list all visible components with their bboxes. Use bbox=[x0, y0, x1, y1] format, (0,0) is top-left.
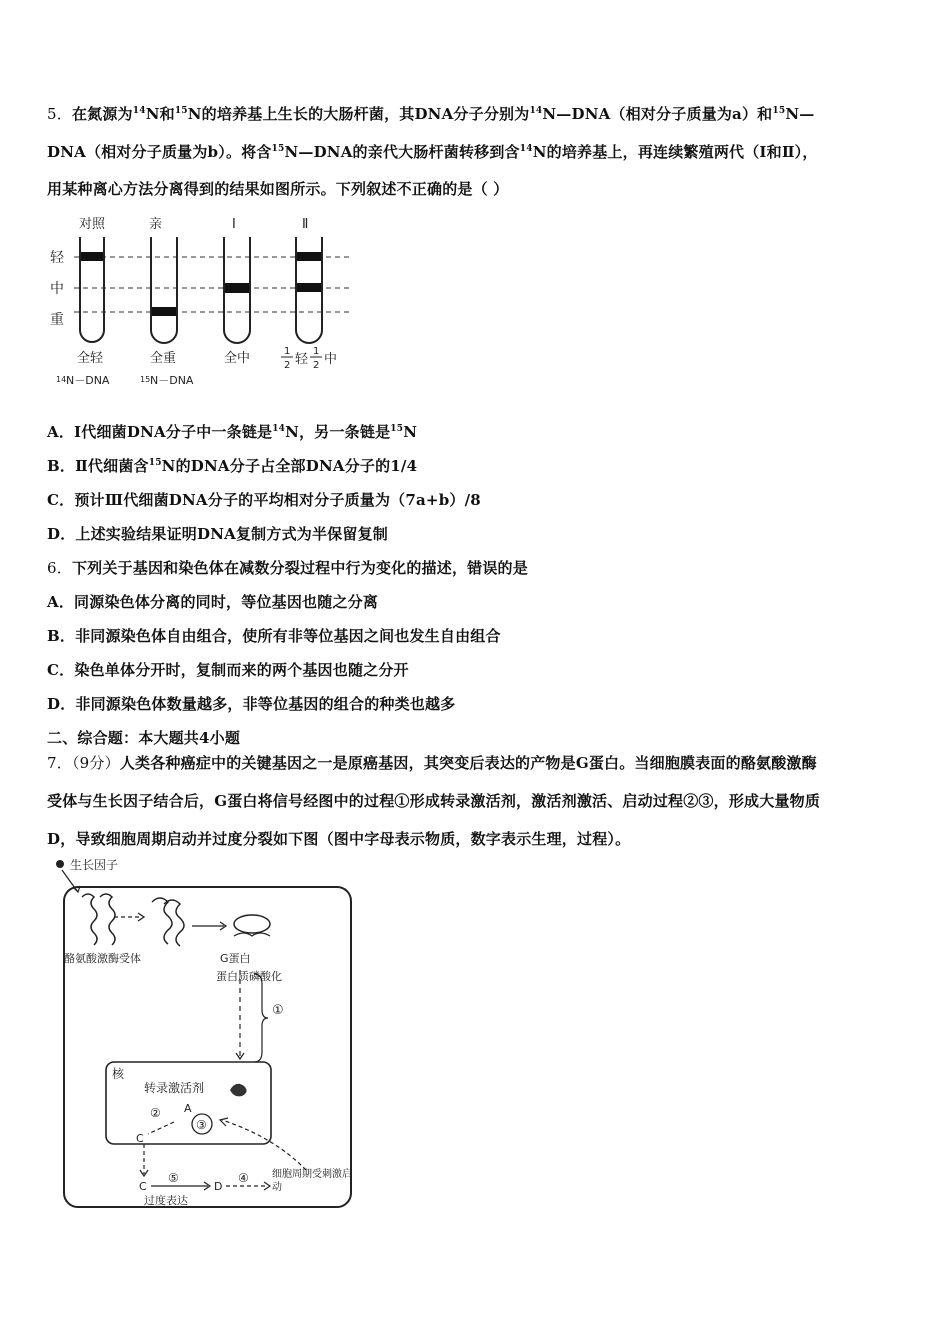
caption-gen1: 全中 bbox=[224, 351, 251, 366]
band-gen2-light bbox=[297, 252, 321, 261]
svg-text:中: 中 bbox=[324, 352, 338, 367]
label-a: A bbox=[184, 1102, 192, 1115]
centrifuge-figure bbox=[44, 210, 364, 388]
row-light: 轻 bbox=[50, 250, 64, 266]
tube-parent bbox=[151, 237, 177, 343]
q5-option-d: D．上述实验结果证明DNA复制方式为半保留复制 bbox=[47, 525, 388, 543]
cell-membrane bbox=[64, 887, 351, 1207]
q7-line-2: 受体与生长因子结合后，G蛋白将信号经图中的过程①形成转录激活剂，激活剂激活、启动过程②③，形成大量物质 bbox=[47, 792, 821, 810]
activator-icon bbox=[230, 1084, 247, 1097]
header-gen2: Ⅱ bbox=[302, 217, 309, 232]
step-1-label: ① bbox=[272, 1003, 284, 1018]
q6-stem: 6．下列关于基因和染色体在减数分裂过程中行为变化的描述，错误的是 bbox=[47, 559, 528, 577]
subcaption-14n: N－DNA bbox=[66, 374, 110, 387]
q5-line-3: 用某种离心方法分离得到的结果如图所示。下列叙述不正确的是（ ） bbox=[47, 180, 509, 198]
over-expression-label: 过度表达 bbox=[144, 1194, 188, 1207]
q6-option-a: A．同源染色体分离的同时，等位基因也随之分离 bbox=[47, 593, 379, 611]
activator-label: 转录激活剂 bbox=[144, 1081, 205, 1095]
growth-factor-dot bbox=[56, 860, 64, 868]
svg-text:2: 2 bbox=[284, 360, 291, 371]
svg-text:14: 14 bbox=[56, 375, 67, 384]
label-c: C bbox=[139, 1180, 147, 1193]
band-parent-heavy bbox=[152, 307, 176, 316]
step-5-label: ⑤ bbox=[168, 1171, 179, 1185]
svg-text:轻: 轻 bbox=[295, 352, 309, 367]
band-gen2-medium bbox=[297, 283, 321, 292]
caption-gen2 bbox=[281, 346, 337, 371]
q5-option-c: C．预计Ⅲ代细菌DNA分子的平均相对分子质量为（7a+b）/8 bbox=[47, 491, 481, 509]
header-parent: 亲 bbox=[149, 217, 163, 232]
step-3-label: ③ bbox=[196, 1118, 207, 1132]
growth-factor-label: 生长因子 bbox=[70, 858, 119, 872]
label-c-nucleus: C bbox=[136, 1132, 144, 1145]
receptor-label: 酪氨酸激酶受体 bbox=[64, 952, 141, 965]
band-gen1-medium bbox=[225, 283, 249, 293]
cell-cycle-label-box bbox=[272, 1168, 352, 1208]
svg-text:1: 1 bbox=[284, 346, 291, 357]
q5-option-b: B．Ⅱ代细菌含$^{15}$N的DNA分子占全部DNA分子的1/4 bbox=[47, 457, 418, 475]
svg-text:1: 1 bbox=[313, 346, 320, 357]
svg-text:15: 15 bbox=[140, 375, 151, 384]
band-control-light bbox=[81, 252, 103, 261]
label-d: D bbox=[214, 1180, 223, 1193]
caption-parent: 全重 bbox=[150, 351, 177, 366]
q5-number: 5． bbox=[47, 105, 72, 123]
nucleus-label: 核 bbox=[112, 1067, 125, 1081]
feedback-arrow bbox=[222, 1120, 306, 1170]
activated-receptor-icon bbox=[152, 898, 184, 946]
step2-arrow bbox=[148, 1122, 174, 1134]
g-protein-icon bbox=[234, 915, 270, 933]
row-heavy: 重 bbox=[50, 312, 64, 328]
section-heading: 二、综合题：本大题共4小题 bbox=[47, 729, 241, 747]
cell-cycle-label: 细胞周期受刺激启动 bbox=[272, 1169, 352, 1193]
signaling-figure bbox=[44, 852, 389, 1224]
q7-number: 7． bbox=[47, 754, 72, 772]
q6-option-d: D．非同源染色体数量越多，非等位基因的组合的种类也越多 bbox=[47, 695, 456, 713]
subcaption-15n: N－DNA bbox=[150, 374, 194, 387]
q5-option-a: A．Ⅰ代细菌DNA分子中一条链是$^{14}$N，另一条链是$^{15}$N bbox=[47, 423, 418, 441]
step1-brace bbox=[254, 974, 268, 1062]
step-2-label: ② bbox=[150, 1106, 161, 1120]
q5-line-2: DNA（相对分子质量为b）。将含$^{15}$N—DNA的亲代大肠杆菌转移到含$^{14}$N的培养基上，再连续繁殖两代（Ⅰ和Ⅱ）， bbox=[47, 143, 818, 161]
receptor-icon bbox=[82, 894, 115, 945]
q6-number: 6． bbox=[47, 559, 72, 577]
q7-score: （9分） bbox=[71, 754, 120, 772]
caption-control: 全轻 bbox=[77, 351, 104, 366]
step-4-label: ④ bbox=[238, 1171, 249, 1185]
q7-line-3: D，导致细胞周期启动并过度分裂如下图（图中字母表示物质，数字表示生理，过程）。 bbox=[47, 830, 631, 848]
g-protein-label: G蛋白 bbox=[220, 952, 251, 965]
svg-text:2: 2 bbox=[313, 360, 320, 371]
row-medium: 中 bbox=[50, 281, 64, 297]
cascade-label: 蛋白质磷酸化 bbox=[216, 970, 282, 983]
q7-line-1: 7．（9分）人类各种癌症中的关键基因之一是原癌基因，其突变后表达的产物是G蛋白。当细胞膜表面的酪氨酸激酶 bbox=[47, 754, 817, 772]
q6-option-c: C．染色单体分开时，复制而来的两个基因也随之分开 bbox=[47, 661, 409, 679]
header-gen1: Ⅰ bbox=[232, 217, 236, 232]
q5-line-1: 5．在氮源为$^{14}$N和$^{15}$N的培养基上生长的大肠杆菌，其DNA分子分别为$^{14}$N—DNA（相对分子质量为a）和$^{15}$N— bbox=[47, 105, 815, 123]
header-control: 对照 bbox=[79, 217, 106, 232]
q6-option-b: B．非同源染色体自由组合，使所有非等位基因之间也发生自由组合 bbox=[47, 627, 501, 645]
